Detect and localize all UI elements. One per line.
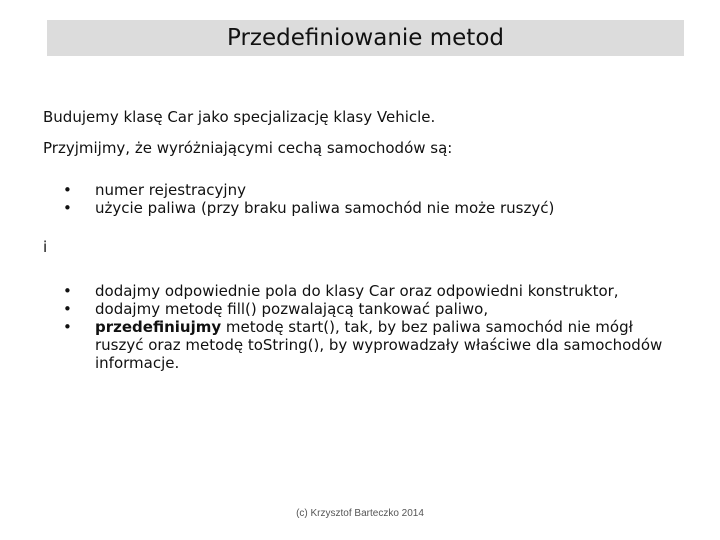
- bullet-icon: •: [63, 199, 72, 217]
- feature-text: użycie paliwa (przy braku paliwa samochód nie może ruszyć): [95, 199, 555, 217]
- task-bold-keyword: przedefiniujmy: [95, 318, 222, 336]
- feature-item: [63, 199, 554, 217]
- bullet-icon: •: [63, 318, 72, 336]
- connector-text: i: [43, 238, 48, 256]
- feature-list: [63, 181, 554, 217]
- task-item: [63, 300, 683, 318]
- task-text: dodajmy odpowiednie pola do klasy Car oraz odpowiedni konstruktor,: [95, 282, 619, 300]
- task-item: [63, 282, 683, 300]
- task-text: dodajmy metodę fill() pozwalającą tankować paliwo,: [95, 300, 489, 318]
- slide-title: Przedefiniowanie metod: [47, 20, 684, 56]
- bullet-icon: •: [63, 300, 72, 318]
- task-item: [63, 318, 683, 372]
- footer-copyright: (c) Krzysztof Barteczko 2014: [296, 508, 424, 519]
- intro-line-2: Przyjmijmy, że wyróżniającymi cechą samochodów są:: [43, 139, 453, 157]
- task-text: metodę start(), tak, by bez paliwa samochód nie mógł ruszyć oraz metodę toString(), by wyprowadzały właściwe dla samochodów informacje.: [95, 318, 663, 372]
- feature-item: [63, 181, 554, 199]
- bullet-icon: •: [63, 181, 72, 199]
- intro-line-1: Budujemy klasę Car jako specjalizację klasy Vehicle.: [43, 108, 436, 126]
- feature-text: numer rejestracyjny: [95, 181, 246, 199]
- bullet-icon: •: [63, 282, 72, 300]
- task-list: [63, 282, 683, 372]
